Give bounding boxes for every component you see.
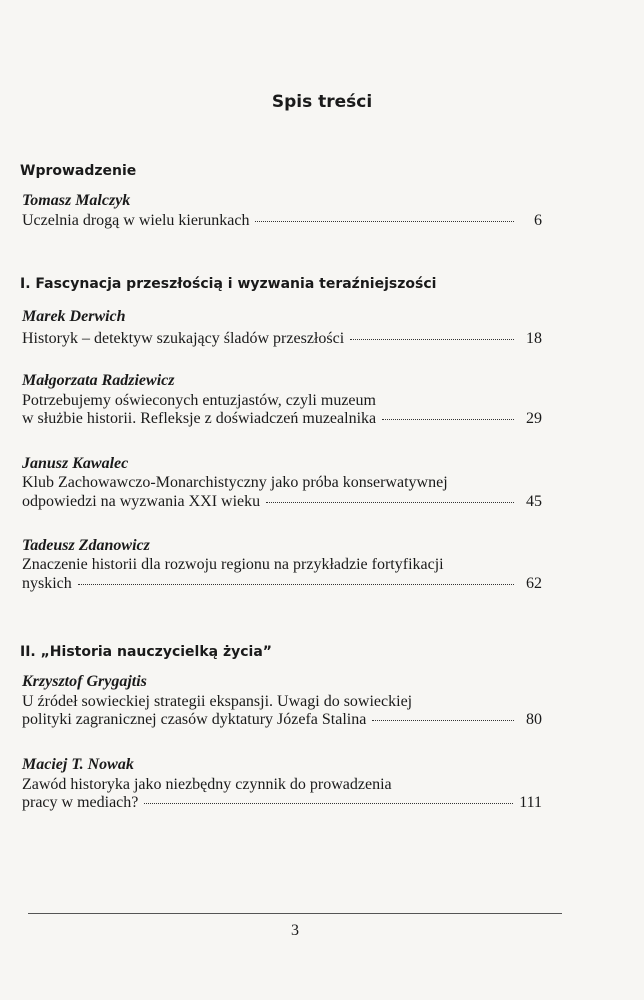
entry-title: nyskich xyxy=(22,575,72,592)
dot-leader xyxy=(350,339,514,340)
entry-page-number: 62 xyxy=(526,575,542,592)
dot-leader xyxy=(144,803,513,804)
dot-leader xyxy=(372,720,514,721)
toc-entry[interactable] xyxy=(22,212,542,232)
toc-entry[interactable] xyxy=(22,493,542,513)
toc-entry[interactable] xyxy=(22,575,542,595)
section-heading: Wprowadzenie xyxy=(20,163,137,179)
entry-title-line: Zawód historyka jako niezbędny czynnik do prowadzenia xyxy=(22,776,392,793)
entry-title-line: Klub Zachowawczo-Monarchistyczny jako próba konserwatywnej xyxy=(22,474,448,491)
section-heading: I. Fascynacja przeszłością i wyzwania teraźniejszości xyxy=(20,276,437,292)
entry-title: w służbie historii. Refleksje z doświadczeń muzealnika xyxy=(22,410,377,427)
toc-entry[interactable] xyxy=(22,410,542,430)
entry-author: Janusz Kawalec xyxy=(22,455,129,472)
entry-title-line: Potrzebujemy oświeconych entuzjastów, czyli muzeum xyxy=(22,392,376,409)
entry-page-number: 29 xyxy=(526,410,542,427)
entry-page-number: 6 xyxy=(534,212,542,229)
entry-title: Historyk – detektyw szukający śladów przeszłości xyxy=(22,330,345,347)
entry-page-number: 111 xyxy=(519,794,542,811)
entry-author: Marek Derwich xyxy=(22,308,126,325)
entry-author: Tomasz Malczyk xyxy=(22,192,131,209)
footer-rule xyxy=(28,913,562,914)
entry-page-number: 80 xyxy=(526,711,542,728)
section-heading: II. „Historia nauczycielką życia” xyxy=(20,644,272,660)
entry-title: odpowiedzi na wyzwania XXI wieku xyxy=(22,493,261,510)
toc-entry[interactable] xyxy=(22,794,542,814)
dot-leader xyxy=(266,502,514,503)
entry-title-line: U źródeł sowieckiej strategii ekspansji. Uwagi do sowieckiej xyxy=(22,693,413,710)
entry-page-number: 18 xyxy=(526,330,542,347)
page-number: 3 xyxy=(291,922,299,939)
entry-title: pracy w mediach? xyxy=(22,794,139,811)
dot-leader xyxy=(255,221,514,222)
entry-author: Małgorzata Radziewicz xyxy=(22,372,175,389)
entry-title: Uczelnia drogą w wielu kierunkach xyxy=(22,212,250,229)
page-title: Spis treści xyxy=(271,92,373,112)
entry-title: polityki zagranicznej czasów dyktatury Józefa Stalina xyxy=(22,711,367,728)
toc-entry[interactable] xyxy=(22,330,542,350)
entry-title-line: Znaczenie historii dla rozwoju regionu na przykładzie fortyfikacji xyxy=(22,556,444,573)
dot-leader xyxy=(382,419,514,420)
entry-author: Maciej T. Nowak xyxy=(22,756,134,773)
entry-author: Tadeusz Zdanowicz xyxy=(22,537,150,554)
dot-leader xyxy=(78,584,514,585)
entry-author: Krzysztof Grygajtis xyxy=(22,673,147,690)
toc-entry[interactable] xyxy=(22,711,542,731)
entry-page-number: 45 xyxy=(526,493,542,510)
